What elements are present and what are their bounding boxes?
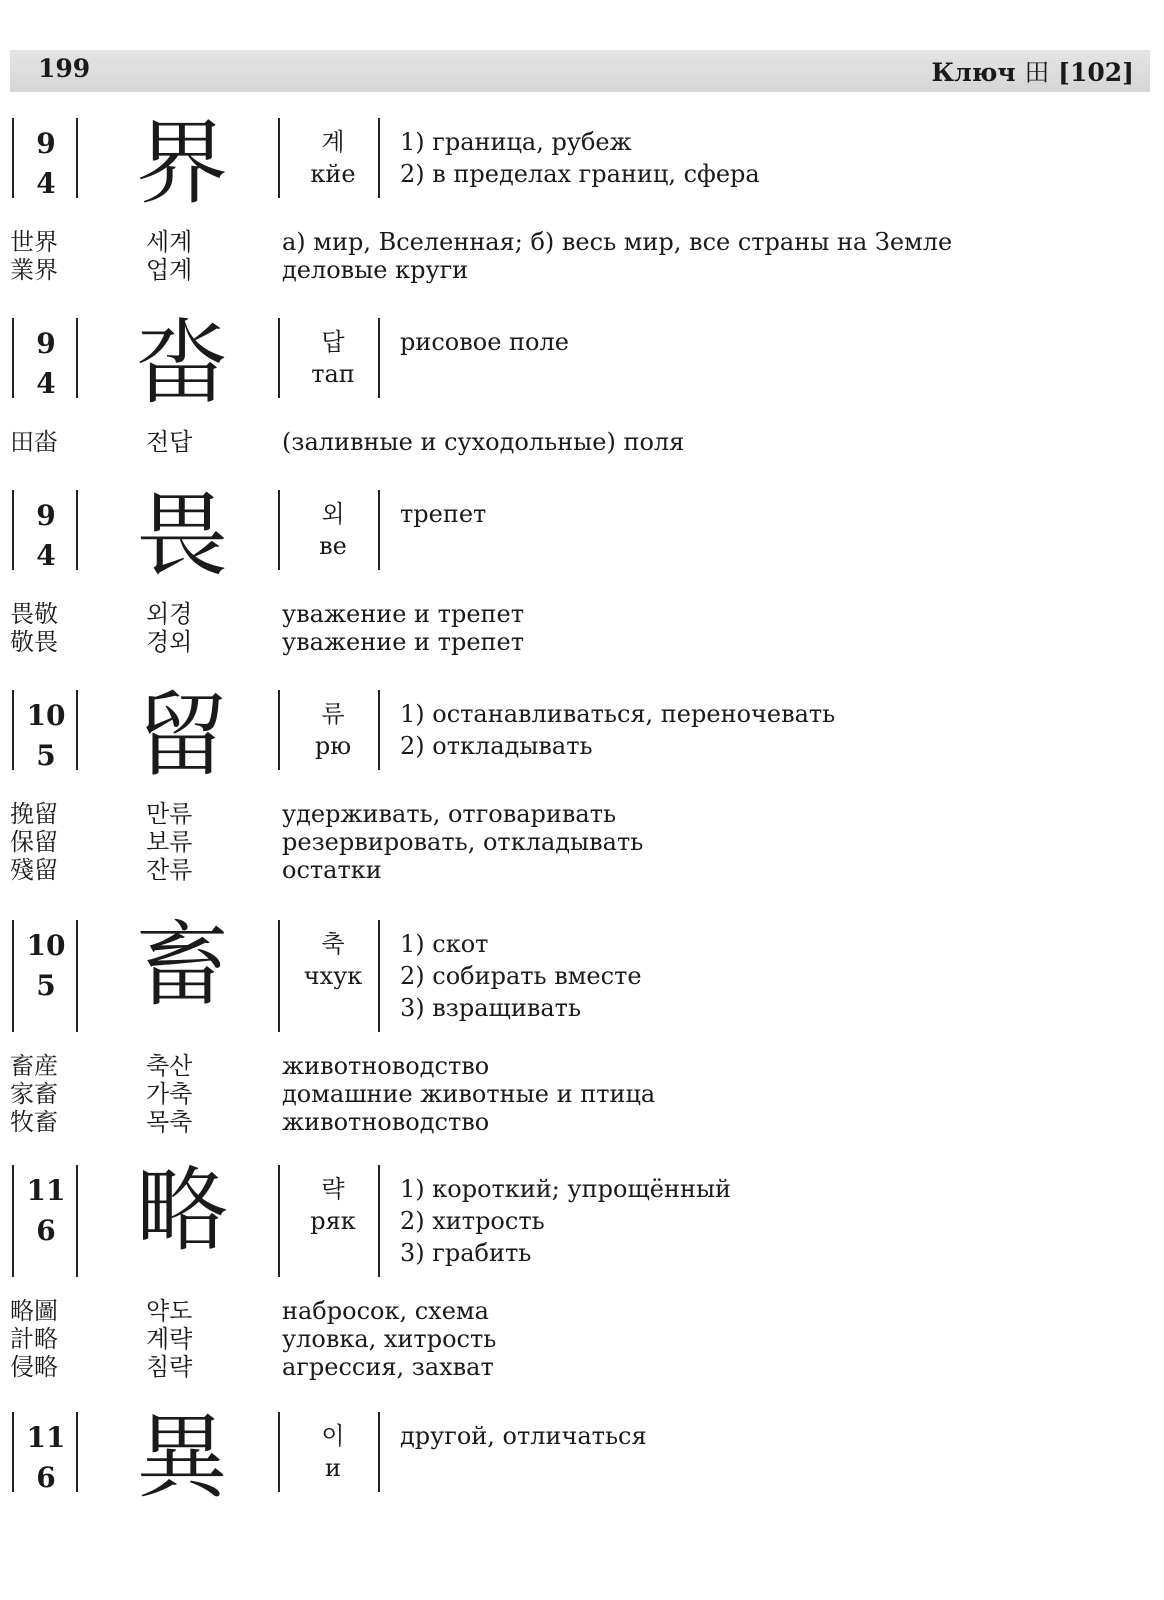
reading: [282, 326, 384, 390]
stroke-count: [14, 696, 78, 776]
transcription: рю: [314, 732, 352, 760]
key-text: Ключ: [931, 58, 1016, 87]
compound-hangul: 보류: [146, 828, 193, 856]
transcription: и: [325, 1454, 341, 1482]
stroke-total: 10: [26, 929, 66, 962]
compounds-list: [0, 1052, 1164, 1136]
stroke-extra: 5: [36, 969, 56, 1002]
page-number: 199: [38, 54, 91, 83]
reading: [282, 928, 384, 992]
compound-hangul: 축산: [146, 1052, 193, 1080]
compound-hanja: 略圖: [10, 1297, 58, 1325]
compound-meaning: набросок, схема: [282, 1297, 489, 1325]
compound-hanja: 業界: [10, 256, 58, 284]
transcription: кйе: [310, 160, 356, 188]
stroke-total: 9: [36, 127, 56, 160]
compound-hangul: 잔류: [146, 856, 193, 884]
stroke-total: 10: [26, 699, 66, 732]
hangul-reading: 축: [321, 930, 345, 958]
compound-row: [0, 1325, 1164, 1353]
compound-hanja: 家畜: [10, 1080, 58, 1108]
reading: [282, 126, 384, 190]
compound-meaning: уважение и трепет: [282, 600, 524, 628]
meaning-line: рисовое поле: [400, 328, 569, 356]
compound-hanja: 世界: [10, 228, 58, 256]
compound-row: [0, 1108, 1164, 1136]
compound-hanja: 保留: [10, 828, 58, 856]
meaning-line: 3) взращивать: [400, 994, 582, 1022]
compound-row: [0, 828, 1164, 856]
hangul-reading: 류: [321, 700, 345, 728]
stroke-count: [14, 926, 78, 1006]
stroke-count: [14, 496, 78, 576]
meanings-list: [400, 1173, 731, 1269]
compound-hangul: 계략: [146, 1325, 193, 1353]
key-char: 田: [1024, 58, 1050, 87]
compound-hanja: 田畓: [10, 428, 58, 456]
meanings-list: [400, 698, 835, 762]
hangul-reading: 외: [321, 500, 345, 528]
compound-row: [0, 428, 1164, 456]
compound-hangul: 전답: [146, 428, 193, 456]
meaning-line: 1) останавливаться, переночевать: [400, 700, 836, 728]
hangul-reading: 답: [321, 328, 345, 356]
hangul-reading: 략: [321, 1175, 345, 1203]
key-number: [102]: [1058, 58, 1134, 87]
compound-hanja: 敬畏: [10, 628, 58, 656]
meaning-line: 2) откладывать: [400, 732, 593, 760]
stroke-count: [14, 1171, 78, 1251]
compound-row: [0, 228, 1164, 256]
compound-meaning: деловые круги: [282, 256, 469, 284]
main-hanja: 畏: [135, 482, 228, 589]
compound-hanja: 畜産: [10, 1052, 58, 1080]
stroke-total: 9: [36, 327, 56, 360]
column-divider: [278, 1165, 280, 1277]
compound-hangul: 경외: [146, 628, 193, 656]
main-hanja: 畜: [135, 912, 228, 1019]
main-hanja: 留: [135, 682, 228, 789]
main-hanja: 畓: [135, 310, 228, 417]
compound-hanja: 殘留: [10, 856, 58, 884]
compound-row: [0, 1052, 1164, 1080]
compound-hangul: 가축: [146, 1080, 193, 1108]
stroke-extra: 4: [36, 367, 56, 400]
meanings-list: [400, 126, 760, 190]
hangul-reading: 이: [321, 1422, 345, 1450]
compound-meaning: агрессия, захват: [282, 1353, 494, 1381]
compound-hangul: 약도: [146, 1297, 193, 1325]
compound-row: [0, 1080, 1164, 1108]
stroke-total: 9: [36, 499, 56, 532]
meaning-line: 2) собирать вместе: [400, 962, 642, 990]
compound-hanja: 畏敬: [10, 600, 58, 628]
transcription: чхук: [303, 962, 363, 990]
compound-hanja: 挽留: [10, 800, 58, 828]
compounds-list: [0, 1297, 1164, 1381]
meaning-line: 2) в пределах границ, сфера: [400, 160, 760, 188]
meanings-list: [400, 1420, 647, 1452]
column-divider: [278, 690, 280, 770]
stroke-count: [14, 324, 78, 404]
column-divider: [278, 318, 280, 398]
main-hanja: 略: [135, 1157, 228, 1264]
radical-key-label: [931, 53, 1134, 89]
compound-row: [0, 1353, 1164, 1381]
compound-hangul: 업계: [146, 256, 193, 284]
meaning-line: трепет: [400, 500, 487, 528]
transcription: тап: [311, 360, 355, 388]
meaning-line: 1) короткий; упрощённый: [400, 1175, 732, 1203]
stroke-extra: 4: [36, 167, 56, 200]
compound-hangul: 목축: [146, 1108, 193, 1136]
meaning-line: 2) хитрость: [400, 1207, 545, 1235]
stroke-extra: 5: [36, 739, 56, 772]
reading: [282, 1173, 384, 1237]
compound-hanja: 牧畜: [10, 1108, 58, 1136]
meaning-line: другой, отличаться: [400, 1422, 647, 1450]
compound-hangul: 만류: [146, 800, 193, 828]
compounds-list: [0, 600, 1164, 656]
meanings-list: [400, 498, 486, 530]
compound-hanja: 侵略: [10, 1353, 58, 1381]
compound-row: [0, 800, 1164, 828]
compounds-list: [0, 428, 1164, 456]
compound-row: [0, 1297, 1164, 1325]
meanings-list: [400, 928, 642, 1024]
compound-row: [0, 256, 1164, 284]
transcription: ряк: [310, 1207, 356, 1235]
compound-row: [0, 856, 1164, 884]
stroke-count: [14, 1418, 78, 1498]
transcription: ве: [319, 532, 347, 560]
meaning-line: 3) грабить: [400, 1239, 532, 1267]
compound-meaning: резервировать, откладывать: [282, 828, 644, 856]
meanings-list: [400, 326, 569, 358]
compound-row: [0, 600, 1164, 628]
compound-meaning: (заливные и суходольные) поля: [282, 428, 685, 456]
reading: [282, 698, 384, 762]
stroke-extra: 6: [36, 1214, 56, 1247]
compound-meaning: остатки: [282, 856, 382, 884]
compound-hangul: 세계: [146, 228, 193, 256]
reading: [282, 1420, 384, 1484]
meaning-line: 1) граница, рубеж: [400, 128, 632, 156]
column-divider: [278, 1412, 280, 1492]
stroke-total: 11: [26, 1174, 66, 1207]
column-divider: [278, 490, 280, 570]
compound-hangul: 외경: [146, 600, 193, 628]
column-divider: [278, 118, 280, 198]
main-hanja: 界: [135, 110, 228, 217]
reading: [282, 498, 384, 562]
main-hanja: 異: [135, 1404, 228, 1511]
compound-row: [0, 628, 1164, 656]
compound-meaning: уловка, хитрость: [282, 1325, 497, 1353]
stroke-total: 11: [26, 1421, 66, 1454]
hangul-reading: 계: [321, 128, 345, 156]
compounds-list: [0, 228, 1164, 284]
compound-hanja: 計略: [10, 1325, 58, 1353]
compound-meaning: животноводство: [282, 1108, 490, 1136]
compound-meaning: удерживать, отговаривать: [282, 800, 617, 828]
compounds-list: [0, 800, 1164, 884]
meaning-line: 1) скот: [400, 930, 489, 958]
compound-hangul: 침략: [146, 1353, 193, 1381]
compound-meaning: уважение и трепет: [282, 628, 524, 656]
compound-meaning: а) мир, Вселенная; б) весь мир, все страны на Земле: [282, 228, 953, 256]
compound-meaning: животноводство: [282, 1052, 490, 1080]
compound-meaning: домашние животные и птица: [282, 1080, 656, 1108]
stroke-extra: 4: [36, 539, 56, 572]
stroke-count: [14, 124, 78, 204]
stroke-extra: 6: [36, 1461, 56, 1494]
column-divider: [278, 920, 280, 1032]
page-header: [10, 50, 1150, 92]
